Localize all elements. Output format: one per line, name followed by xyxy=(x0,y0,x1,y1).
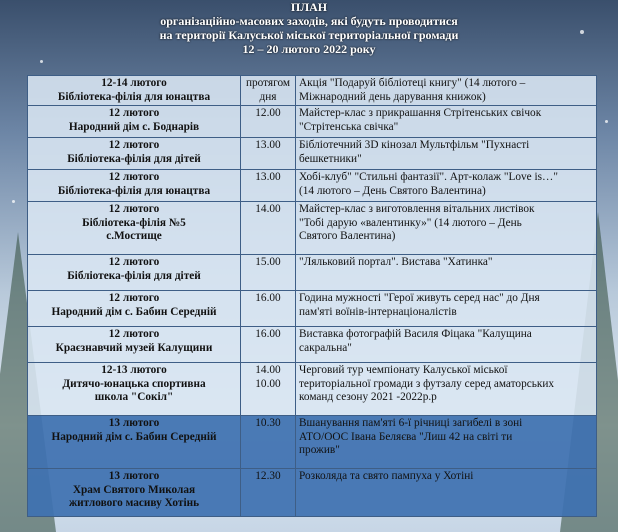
description-cell xyxy=(296,327,597,363)
table-row xyxy=(28,138,597,170)
table-row xyxy=(28,327,597,363)
description-line: Вшанування пам'яті 6-ї річниці загибелі в зоні xyxy=(299,417,523,430)
time-line: 12.00 xyxy=(255,107,281,120)
table-row xyxy=(28,202,597,255)
description-line: Година мужності "Герої живуть серед нас" до Дня xyxy=(299,292,540,305)
description-cell xyxy=(296,291,597,327)
place-cell xyxy=(28,170,241,202)
place-line: Народний дім с. Бабин Середній xyxy=(51,305,217,318)
time-cell xyxy=(241,255,296,291)
description-cell xyxy=(296,170,597,202)
description-line: сакральна" xyxy=(299,341,352,354)
place-cell xyxy=(28,202,241,255)
description-line: Майстер-клас з виготовлення вітальних листівок xyxy=(299,203,535,216)
time-cell xyxy=(241,416,296,469)
table-row xyxy=(28,416,597,469)
events-table xyxy=(27,75,597,517)
time-line: 12.30 xyxy=(255,470,281,483)
description-line: "Тобі дарую «валентинку»" (14 лютого – День xyxy=(299,216,522,229)
description-cell xyxy=(296,202,597,255)
time-line: 16.00 xyxy=(255,328,281,341)
snowflake xyxy=(12,200,15,203)
description-cell xyxy=(296,469,597,517)
description-cell xyxy=(296,416,597,469)
time-line: 13.00 xyxy=(255,139,281,152)
place-line: 12 лютого xyxy=(108,292,160,305)
place-line: Бібліотека-філія для юнацтва xyxy=(57,90,211,103)
time-cell xyxy=(241,170,296,202)
place-cell xyxy=(28,469,241,517)
place-line: Бібліотека-філія для дітей xyxy=(67,152,201,165)
place-cell xyxy=(28,327,241,363)
place-line: школа "Сокіл" xyxy=(94,391,174,404)
place-line: Бібліотека-філія для юнацтва xyxy=(57,184,211,197)
table-row xyxy=(28,291,597,327)
time-line: 14.00 xyxy=(255,364,281,377)
description-line: Святого Валентина) xyxy=(299,230,396,243)
time-line: протягом xyxy=(245,77,291,89)
place-line: 12 лютого xyxy=(108,203,160,216)
snowflake xyxy=(40,60,43,63)
place-line: 12-14 лютого xyxy=(101,77,167,89)
table-row xyxy=(28,255,597,291)
time-cell xyxy=(241,202,296,255)
table-row xyxy=(28,106,597,138)
description-line: команд сезону 2021 -2022р.р xyxy=(299,391,437,404)
description-line: АТО/ООС Івана Беляєва "Лиш 42 на світі ти xyxy=(299,430,513,443)
table-row xyxy=(28,469,597,517)
place-line: 12-13 лютого xyxy=(101,364,167,377)
description-line: територіальної громади з футзалу серед аматорських xyxy=(299,377,555,390)
time-cell xyxy=(241,138,296,170)
description-line: Акція "Подаруй бібліотеці книгу" (14 лютого – xyxy=(299,77,526,89)
time-line: 10.00 xyxy=(255,377,281,390)
table-row xyxy=(28,76,597,106)
plan-title: ПЛАН xyxy=(290,0,328,14)
time-cell xyxy=(241,327,296,363)
description-line: "Стрітенська свічка" xyxy=(299,120,399,133)
place-cell xyxy=(28,255,241,291)
place-line: Народний дім с. Бабин Середній xyxy=(51,430,217,443)
description-line: пам'яті воїнів-інтернаціоналістів xyxy=(299,305,457,318)
time-line: 15.00 xyxy=(255,256,281,269)
time-line: 13.00 xyxy=(255,171,281,184)
description-line: прожив" xyxy=(299,444,340,457)
time-cell xyxy=(241,363,296,416)
place-line: 12 лютого xyxy=(108,171,160,184)
place-line: Храм Святого Миколая xyxy=(72,483,196,496)
place-line: 12 лютого xyxy=(108,328,160,341)
description-cell xyxy=(296,138,597,170)
place-line: житлового масиву Хотінь xyxy=(68,497,200,510)
place-line: Краєзнавчий музей Калущини xyxy=(55,341,213,354)
snowflake xyxy=(605,120,608,123)
place-line: 12 лютого xyxy=(108,139,160,152)
description-line: Міжнародний день дарування книжок) xyxy=(299,90,486,103)
place-line: 13 лютого xyxy=(108,417,160,430)
place-line: Бібліотека-філія №5 xyxy=(82,216,186,229)
description-cell xyxy=(296,255,597,291)
description-line: Черговий тур чемпіонату Калуської міської xyxy=(299,364,508,377)
description-line: Розколяда та свято пампуха у Хотіні xyxy=(299,470,474,483)
time-cell xyxy=(241,469,296,517)
place-line: 12 лютого xyxy=(108,107,160,120)
document-header xyxy=(0,0,618,56)
description-cell xyxy=(296,363,597,416)
place-line: Народний дім с. Боднарів xyxy=(68,120,200,133)
description-line: Бібліотечний 3D кінозал Мультфільм "Пухнасті xyxy=(299,139,530,152)
time-cell xyxy=(241,106,296,138)
time-line: дня xyxy=(259,90,277,103)
place-cell xyxy=(28,76,241,106)
description-cell xyxy=(296,106,597,138)
plan-subtitle-line2: на території Калуської міської територіальної громади xyxy=(159,28,459,42)
description-line: Майстер-клас з прикрашання Стрітенських свічок xyxy=(299,107,542,120)
place-cell xyxy=(28,291,241,327)
time-cell xyxy=(241,291,296,327)
time-line: 14.00 xyxy=(255,203,281,216)
description-line: "Ляльковий портал". Вистава "Хатинка" xyxy=(299,256,493,269)
place-cell xyxy=(28,363,241,416)
description-line: бешкетники" xyxy=(299,152,362,165)
time-line: 10.30 xyxy=(255,417,281,430)
description-line: (14 лютого – День Святого Валентина) xyxy=(299,184,486,197)
place-line: с.Мостище xyxy=(106,230,162,243)
plan-dates: 12 – 20 лютого 2022 року xyxy=(242,42,376,56)
place-line: 13 лютого xyxy=(108,470,160,483)
description-line: Хобі-клуб" "Стильні фантазії". Арт-колаж "Love is…" xyxy=(299,171,558,184)
place-line: Дитячо-юнацька спортивна xyxy=(62,377,206,390)
place-line: Бібліотека-філія для дітей xyxy=(67,269,201,282)
table-row xyxy=(28,170,597,202)
place-cell xyxy=(28,106,241,138)
place-line: 12 лютого xyxy=(108,256,160,269)
place-cell xyxy=(28,138,241,170)
description-cell xyxy=(296,76,597,106)
time-cell xyxy=(241,76,296,106)
plan-subtitle-line1: організаційно-масових заходів, які будуть проводитися xyxy=(160,14,458,28)
time-line: 16.00 xyxy=(255,292,281,305)
description-line: Виставка фотографій Василя Фіцака "Калущина xyxy=(299,328,532,341)
table-row xyxy=(28,363,597,416)
place-cell xyxy=(28,416,241,469)
